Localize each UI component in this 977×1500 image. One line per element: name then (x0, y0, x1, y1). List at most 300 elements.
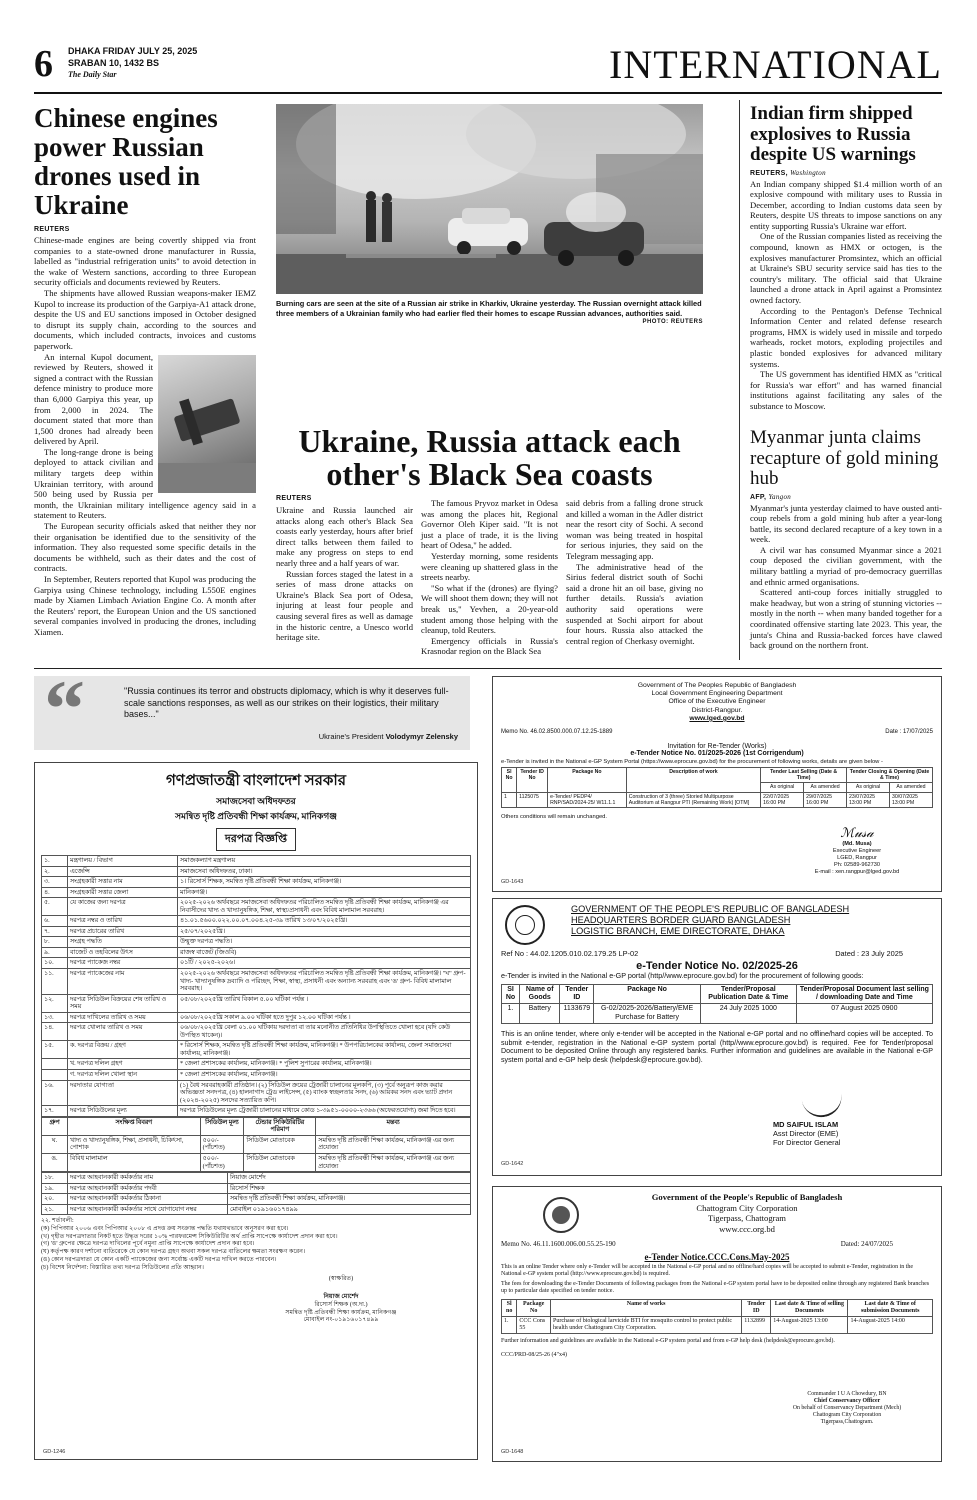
paragraph: Myanmar's junta yesterday claimed to have ousted anti-coup rebels from a gold mining hub after a year-long battle, its second declared recapture of a key town in a week. (750, 502, 942, 545)
cell: 1125075 (517, 792, 548, 807)
paragraph: Emergency officials in Russia's Krasnodar region on the Black Sea (421, 635, 558, 657)
ccc-table (501, 1299, 933, 1335)
sig-on: On behalf of Conservancy Department (Mech) (792, 1405, 902, 1411)
row-value: সমন্বিত দৃষ্টি প্রতিবন্ধী শিক্ষা কার্যক্রম, মানিকগঞ্জ। (228, 1194, 471, 1205)
row-number: ১৯. (42, 1183, 68, 1194)
table-row (42, 1023, 471, 1041)
article-body (750, 179, 942, 412)
gov-title: Government of The Peoples Republic of Bangladesh (637, 682, 797, 689)
row-label: গ. দরপত্র দলিল খোলা স্থান (68, 1070, 178, 1081)
cell: ঘ. (42, 1135, 68, 1153)
story-blacksea (276, 425, 703, 491)
memo-date: Date : 17/07/2025 (885, 729, 933, 736)
cell: 1. (502, 1317, 517, 1334)
table-row (502, 1317, 933, 1334)
byline: REUTERS (276, 495, 312, 502)
table-row (42, 1117, 471, 1135)
row-number: ১. (42, 856, 68, 867)
cell: 22/07/2025 16:00 PM (761, 792, 804, 807)
row-label: দরপত্র আহবানকারী কর্মকর্তার ঠিকানা (68, 1194, 228, 1205)
sig-title: Executive Engineer (832, 848, 882, 854)
ccc-seal-icon (543, 1197, 579, 1233)
paragraph: A civil war has consumed Myanmar since a 2021 coup deposed the civilian government, with the military battling a myriad of pro-democracy guerrillas and ethnic armed organisations. (750, 544, 942, 587)
column-header: সংক্ষিপ্ত বিবরণ (68, 1117, 201, 1135)
branch-title: LOGISTIC BRANCH, EME DIRECTORATE, DHAKA (571, 926, 785, 936)
row-value: মোবাইল ০১৯১৬০১৭৪৯৯ (228, 1204, 471, 1215)
paragraph: "So what if the (drones) are flying? We will shoot them down; they will not break us," Yevhen, a 20-year-old student among those helping with the cleanup, told Reuters. (421, 582, 558, 636)
condition-item: (ক) পিপিআর ২০০৬ এবং পিপিআর ২০০৮ এ প্রদত্ত ক্রয় সংক্রান্ত পদ্ধতি যথাযথভাবে অনুসরণ করা হবে। (41, 1224, 289, 1232)
row-value: ২০২৫-২০২৬ অর্থবছরে সমাজসেবা অধিদফতর পরিচালিত সমন্বিত দৃষ্টি প্রতিবন্ধী শিক্ষা কার্যক্রম, মানিকগঞ্জ। "ঘ" গ্রুপ- খাদ্য- খাদ্যানুষঙ্গিক দ্রব্যাদি ও পরিচ্ছদ, শিক্ষা, স্বাস্থ্য, প্রসাধনী এবং অন্যান্য সরবরাহ এবং 'ঙ' গ্রুপ- বিবিধ মালামাল সরবরাহ। (178, 969, 471, 995)
paragraph: The US government has identified HMX as "critical for Russia's war effort" and has warned financial institutions against facilitating any sales of the substance to Moscow. (750, 369, 942, 411)
paragraph: An internal Kupol document, reviewed by Reuters, showed it signed a contract with the Russian defence ministry to produce more than 6,000 Garpiya this year, up from 2,000 in 2024. The document stated that more than 1,500 drones had already been delivered by April. (34, 351, 153, 447)
table-row (42, 947, 471, 958)
cell: e-Tender/ PEDP4/ RNP/SAD/2024-25/ W11.1.1 (548, 792, 627, 807)
column-header: Package No (594, 984, 701, 1004)
row-label: দরপত্র আহবানকারী কর্মকর্তার পদবী (68, 1183, 228, 1194)
row-number: ৬. (42, 916, 68, 927)
cell: 24 July 2025 1000 (700, 1004, 796, 1024)
row-value: দরপত্র সিডিউলের মূল্য ট্রেজারী চালানের মাধ্যমে কোড ১-৩৯৫১-০০০০-২৩৬৬ (অফেরতযোগ্য) জমা দিতে হবে। (178, 1106, 471, 1117)
paragraph: Yesterday morning, some residents were cleaning up shattered glass in the streets nearby. (421, 550, 558, 583)
row-number: ১৭. (42, 1106, 68, 1117)
row-value: নিয়াজ মোর্শেদ (228, 1173, 471, 1184)
condition-item: (খ) গৃহীত দরপত্রদাতার নিকট হতে উদ্ধৃত দরের ১০% পারফরমেন্স সিকিউরিটির অর্থ প্রাপ্তি সাপেক্ষে কার্যাদেশ প্রদান করা হবে। (41, 1232, 338, 1240)
gd-code: GD-1648 (501, 1449, 524, 1455)
cell: 1133679 (560, 1004, 594, 1024)
story-india (750, 104, 942, 412)
sub-header: As amended (804, 783, 847, 792)
masthead (34, 44, 942, 92)
row-label: দরপত্র আহবানকারী কর্মকর্তার সাথে যোগাযোগ নম্বর (68, 1204, 228, 1215)
body-text: This is an online tender, where only e-tender will be accepted in the National e-GP portal and no offline/hard copies will be accepted. To submit e-tender, registration in the National e-GP system portal (http//www.eprocure.gov.bd) is required. Fee for Tender/proposal Document to be deposited Online through any registered banks. Further information and guidelines are available in the National e-GP system portal and e-GP help desk (helpdesk@eprocure.gov.bd). (501, 1030, 933, 1064)
cell: 14-August-2025 13:00 (771, 1317, 848, 1334)
signature-block (241, 1275, 441, 1324)
table-row (42, 898, 471, 916)
cell: 07 August 2025 0900 (796, 1004, 932, 1024)
row-number: ২১. (42, 1204, 68, 1215)
district: District-Rangpur. (691, 706, 743, 714)
column-header: Last date & Time of submission Documents (848, 1299, 933, 1316)
column-header: সিডিউল মূল্য (200, 1117, 244, 1135)
column-header: Tender/Proposal Publication Date & Time (700, 984, 796, 1004)
column-header: Tender/Proposal Document last selling / downloading Date and Time (796, 984, 932, 1004)
cell: বিবিধ মালামাল (68, 1153, 201, 1171)
article-body (750, 503, 942, 651)
table-row (502, 1299, 933, 1316)
paragraph: One of the Russian companies listed as receiving the compound, known as HMX or octogen, is the explosives manufacturer Promsintez, which an official at Ukraine's SBU security service said has ties to the country's military. The official said that Ukraine launched a drone attack in April against a Promsintez owned factory. (750, 231, 942, 306)
row-number: ১৬. (42, 1080, 68, 1106)
sig-phone: Ph: 02589-962730 (833, 862, 881, 868)
gov-title: গণপ্রজাতন্ত্রী বাংলাদেশ সরকার (165, 773, 347, 789)
bgb-emblem-icon (505, 905, 545, 945)
article-body (34, 235, 256, 638)
table-row (42, 1135, 471, 1153)
column-header: Tender ID No (517, 768, 548, 793)
cell: ঙ. (42, 1153, 68, 1171)
article-col-2 (421, 498, 558, 657)
dept-title: Local Government Engineering Department (651, 690, 783, 698)
row-number: ১১. (42, 969, 68, 995)
signature-icon (241, 1283, 441, 1293)
ref-date: Dated : 23 July 2025 (835, 949, 903, 958)
gov-title: GOVERNMENT OF THE PEOPLE'S REPUBLIC OF BANGLADESH (571, 904, 850, 914)
row-number: ১৫. (42, 1041, 68, 1059)
row-value: ০৬/০৮/২০২৫খ্রি বেলা ০১.০০ ঘটিকায় দরদাতা বা তার মনোনীত প্রতিনিধির উপস্থিতিতে খোলা হবে (যদি কেউ উপস্থিত থাকেন)। (178, 1023, 471, 1041)
column-header: মন্তব্য (316, 1117, 471, 1135)
row-value: মানিকগঞ্জ। (178, 887, 471, 898)
row-label: এজেন্সি (68, 866, 178, 877)
section-title: INTERNATIONAL (609, 42, 942, 87)
column-header: Tender Last Selling (Date & Time) (761, 768, 847, 783)
table-row (502, 792, 933, 807)
table-row (42, 1012, 471, 1023)
sig-title: Chief Conservancy Officer (813, 1398, 881, 1404)
source: AFP (750, 493, 764, 501)
row-value: উন্মুক্ত দরপত্র পদ্ধতি। (178, 937, 471, 948)
column-header: Tender ID (560, 984, 594, 1004)
cell: 23/07/2025 13:00 PM (847, 792, 890, 807)
row-value: রিসোর্স শিক্ষক (228, 1183, 471, 1194)
inset-photo (158, 355, 256, 493)
fee-table (41, 1117, 471, 1172)
row-label: দরপত্র প্যাকেজ নম্বর (68, 958, 178, 969)
row-value: * জেলা প্রশাসকের কার্যালয়, মানিকগঞ্জ। * পুলিশ সুপারের কার্যালয়, মানিকগঞ্জ। (178, 1059, 471, 1070)
sig-org: LGED, Rangpur (837, 855, 877, 861)
sig-name: (Md. Musa) (842, 841, 872, 847)
row-number: ৪. (42, 887, 68, 898)
cell: Construction of 3 (three) Storied Multipurpose Auditorium at Rangpur PTI (Remaining Work) [OTM] (626, 792, 760, 807)
sig-addr: Tigerpass,Chattogram. (820, 1419, 874, 1425)
sub-header: As original (847, 783, 890, 792)
notice-title: e-Tender Notice No. 02/2025-26 (636, 960, 798, 972)
row-number: ২০. (42, 1194, 68, 1205)
cell: সমন্বিত দৃষ্টি প্রতিবন্ধী শিক্ষা কার্যক্রম, মানিকগঞ্জ এর জন্য প্রযোজ্য (316, 1153, 471, 1171)
sig-name: Commander I U A Chowdury, BN (807, 1391, 887, 1397)
cell: 1. (502, 1004, 520, 1024)
sub-header: As amended (889, 783, 932, 792)
row-value: সমাজসেবা অধিদফতর, ঢাকা। (178, 866, 471, 877)
row-value: রাজস্ব বাজেট (জিওবি) (178, 947, 471, 958)
table-row (42, 1194, 471, 1205)
table-row (42, 887, 471, 898)
paragraph: The shipments have allowed Russian weapons-maker IEMZ Kupol to increase its production of the Garpiya-A1 attack drone, despite the US and EU sanctions imposed in October designed to disrupt its supply chain, according to the sources and documents, which included contracts, invoices and customs paperwork. (34, 287, 256, 351)
table-row (42, 916, 471, 927)
section-divider (34, 668, 942, 669)
memo-no: Memo No. 46.02.8500.000.07.12.25-1889 (501, 729, 613, 736)
attribution-name: Volodymyr Zelensky (385, 732, 458, 741)
ad-bgb-tender (492, 898, 942, 1176)
table-row (502, 1004, 933, 1024)
headline: Indian firm shipped explosives to Russia despite US warnings (750, 103, 916, 165)
row-label: দরপত্র খোলার তারিখ ও সময় (68, 1023, 178, 1041)
paragraph: An Indian company shipped $1.4 million worth of an explosive compound with military uses to Russia in December, according to Indian customs data seen by Reuters, despite US threats to impose sanctions on any entity supporting Russia's Ukraine war effort. (750, 178, 942, 231)
paper-name: The Daily Star (68, 70, 117, 79)
row-number: ১৩. (42, 1012, 68, 1023)
paragraph: The famous Pryvoz market in Odesa was among the places hit, Regional Governor Oleh Kiper said. "It is not just a place of trade, it is the living heart of Odesa," he added. (421, 498, 558, 551)
cell: সিডিউল মোতাবেক (244, 1135, 316, 1153)
table-row (42, 969, 471, 995)
cell: CCC Cons 55 (517, 1317, 551, 1334)
sig-for: For Director General (773, 1137, 841, 1147)
bgb-table (501, 984, 933, 1025)
table-row (42, 1080, 471, 1106)
row-label: খ. দরপত্র দলিল গ্রহণ (68, 1059, 178, 1070)
row-number: ৮. (42, 937, 68, 948)
column-header: Sl No (502, 768, 517, 793)
gd-code: GD-1643 (501, 879, 524, 885)
sig-name: নিয়াজ মোর্শেদ (323, 1293, 359, 1301)
column-header: Package No (548, 768, 627, 793)
story-myanmar (750, 428, 942, 651)
program-title: সমন্বিত দৃষ্টি প্রতিবন্ধী শিক্ষা কার্যক্রম, মানিকগঞ্জ (175, 811, 337, 821)
condition-item: (গ) 'ঙ' গ্রুপের ক্ষেত্রে দরপত্র দাখিলের পূর্বে নমুনা প্রাপ্তি সাপেক্ষে কার্যাদেশ প্রদান করা হবে। (41, 1240, 255, 1248)
paragraph: The administrative head of the Sirius federal district south of Sochi said a drone hit an oil base, giving no further details. Russia's aviation authority said operations were suspended at Sochi airport for about four hours. Russia also attacked the central region of Cherkasy overnight. (566, 561, 703, 646)
headline: Myanmar junta claims recapture of gold mining hub (750, 427, 939, 489)
cell: সিডিউল মোতাবেক (244, 1153, 316, 1171)
quote-attribution (319, 732, 458, 741)
column-header: Tender ID (742, 1299, 771, 1316)
column-rule (739, 100, 740, 660)
table-row (42, 926, 471, 937)
quote-box (34, 663, 470, 754)
column-header: গ্রুপ (42, 1117, 68, 1135)
sig-name: MD SAIFUL ISLAM (773, 1120, 839, 1129)
row-label: সংগ্রহকারী সত্তার জেলা (68, 887, 178, 898)
conditions-list (41, 1225, 471, 1272)
row-number: ১০. (42, 958, 68, 969)
cell: Battery (520, 1004, 560, 1024)
quote-text: "Russia continues its terror and obstructs diplomacy, which is why it deserves full-scale sanctions responses, as well as our strikes on their logistics, their military bases..." (124, 686, 449, 719)
para-1: This is an online Tender where only e-Tender will be accepted in the National e-GP portal and no offline/hard copies will be accepted to submit e-Tender, registration in the National e-GP system portal (http://www.eprocure.gov.bd) is required. (501, 1264, 914, 1278)
intro: e-Tender is invited in the National e-GP portal (http//www.eprocure.gov.bd) for the procurement of following goods: (501, 971, 864, 980)
row-label: দরপত্র সিডিউল বিক্রয়ের শেষ তারিখ ও সময় (68, 994, 178, 1012)
row-value: * জেলা প্রশাসকের কার্যালয়, মানিকগঞ্জ। (178, 1070, 471, 1081)
strike-scene-illustration (276, 104, 703, 294)
quote-mark-icon: “ (44, 663, 85, 754)
article-col-3 (566, 498, 703, 646)
cell: 29/07/2025 16:00 PM (804, 792, 847, 807)
row-number: ৭. (42, 926, 68, 937)
row-label: বাজেট ও তহবিলের উৎস (68, 947, 178, 958)
gd-code: GD-1642 (501, 1161, 524, 1167)
sig-email: E-mail : xen.rangpur@lged.gov.bd (814, 869, 900, 875)
footer-text: Further information and guidelines are available in the National e-GP system portal and from e-GP help desk (helpdesk@eprocure.gov.bd). (501, 1338, 835, 1345)
ad-bangla-tender (34, 762, 478, 1460)
cell: G-02/2025-2026/Battery/EME Purchase for Battery (594, 1004, 701, 1024)
ad-ccc-tender (492, 1186, 942, 1462)
row-value: সমাজকল্যাণ মন্ত্রণালয় (178, 856, 471, 867)
row-label: যে কাজের জন্য দরপত্র (68, 898, 178, 916)
table-row (42, 866, 471, 877)
article-col-1 (276, 505, 413, 643)
main-photo (276, 104, 703, 294)
row-value: ০৫/০৮/২০২৫খ্রি তারিখ বিকাল ৫.০০ ঘটিকা পর্যন্ত । (178, 994, 471, 1012)
table-row (42, 1070, 471, 1081)
row-number: ৯. (42, 947, 68, 958)
ad-lged-tender (492, 676, 942, 892)
column-header: Name of works (551, 1299, 742, 1316)
column-header: Name of Goods (520, 984, 560, 1004)
row-label: দরপত্র প্যাকেজের নাম (68, 969, 178, 995)
memo-date: Dated: 24/07/2025 (840, 1240, 893, 1248)
paragraph: Chinese-made engines are being covertly shipped via front companies to a state-owned drone manufacturer in Russia, labelled as "industrial refrigeration units" to avoid detection in the wake of Western sanctions, according to three European security officials and documents reviewed by Reuters. (34, 235, 256, 288)
gd-code: GD-1246 (43, 1449, 66, 1455)
paragraph: Ukraine and Russia launched air attacks along each other's Black Sea coasts early yesterday, hours after brief direct talks between them failed to make any progress on steps to end nearly three and a half years of war. (276, 505, 413, 568)
row-label: দরপত্র নম্বর ও তারিখ (68, 916, 178, 927)
row-label: দরপত্র সিডিউলের মূল্য (68, 1106, 178, 1117)
cell: 14-August-2025 14:00 (848, 1317, 933, 1334)
table-row (42, 1059, 471, 1070)
column-header: SI No (502, 984, 520, 1004)
condition-item: (ঘ) কর্তৃপক্ষ কারণ দর্শানো ব্যতিরেকে যে কোন দরপত্র গ্রহণ অথবা সকল দরপত্র বাতিলের ক্ষমতা সংরক্ষণ করেন। (41, 1248, 306, 1256)
notice-title: দরপত্র বিজ্ঞপ্তি (216, 828, 296, 851)
date-line: DHAKA FRIDAY JULY 25, 2025 (68, 46, 198, 56)
paragraph: The European security officials asked that neither they nor their organisation be identified due to the sensitivity of the information. They also requested some specific details in the documents be withheld, such as their dates and the cost of contracts. (34, 521, 256, 574)
row-value: * রিসোর্স শিক্ষক, সমন্বিত দৃষ্টি প্রতিবন্ধী শিক্ষা কার্যক্রম, মানিকগঞ্জ। * উপপরিচালকের কার্যালয়, জেলা সমাজসেবা কার্যালয়, মানিকগঞ্জ। (178, 1041, 471, 1059)
signature-block (773, 1121, 840, 1147)
signature-icon (801, 1092, 844, 1121)
attribution-role: Ukraine's President (318, 732, 384, 741)
paragraph: The long-range drone is being deployed to attack civilian and military targets deep within Ukrainian territory, with around 500 being used by Russia per month, the Ukrainian military intelligence agency said in a statement to Reuters. (34, 446, 256, 521)
table-row (42, 1041, 471, 1059)
table-row (42, 856, 471, 867)
table-row (42, 1204, 471, 1215)
column-header: Description of work (626, 768, 760, 793)
sig-org: সমন্বিত দৃষ্টি প্রতিবন্ধী শিক্ষা কার্যক্রম, মানিকগঞ্জ (285, 1308, 397, 1316)
row-label: দরপত্র আহবানকারী কর্মকর্তার নাম (68, 1173, 228, 1184)
table-row (502, 768, 933, 783)
row-value: ৪১.০১.৫৬০০.০২২.০০.০৭.০০৪.২৫-৩৯ তারিখ ১৩/০৭/২০২৫খ্রি। (178, 916, 471, 927)
byline: REUTERS (34, 226, 70, 233)
dateline: Washington (790, 168, 826, 177)
row-value: ২৫/০৭/২০২৫খ্রি। (178, 926, 471, 937)
row-label: মন্ত্রণালয় / বিভাগ (68, 856, 178, 867)
row-value: ০৬/০৮/২০২৫খ্রি সকাল ৯.০০ ঘটিকা হতে দুপুর ১২.০০ ঘটিকা পর্যন্ত । (178, 1012, 471, 1023)
row-value: (১) বৈধ সরবরাহকারী প্রতিষ্ঠান। (২) সিডিউল ক্রয়ের ট্রেজারী চালানের মূলকপি, (৩) পূর্বে অনুরূপ কাজ করার অভিজ্ঞতা সনদপত্র, (৪) হালনাগাদ ট্রেড লাইসেন্স, (৫) ব্যাংক স্বচ্ছলতার সনদ, (৬) আয়কর সনদ এবং ভ্যাট প্রদান (২০২৪-২০২৫) সনদের সত্যায়িত কপি। (178, 1080, 471, 1106)
row-value: ০১টি / ২০২৫-২০২৬। (178, 958, 471, 969)
cell: 1132899 (742, 1317, 771, 1334)
source: REUTERS (750, 169, 786, 177)
corp-title: Chattogram City Corporation (696, 1202, 798, 1213)
row-number (42, 1070, 68, 1081)
table-row (42, 877, 471, 888)
paragraph: Russian forces staged the latest in a series of mass drone attacks on Ukraine's Black Sea port of Odesa, injuring at least four people and causing several fires as well as damage in the historic centre, a Unesco world heritage site. (276, 568, 413, 643)
cell: ৫০০/- (পাঁচশত) (200, 1135, 244, 1153)
row-number: ৩. (42, 877, 68, 888)
photo-credit: PHOTO: REUTERS (642, 319, 703, 325)
row-number: ১৪. (42, 1023, 68, 1041)
dept-title: সমাজসেবা অধিদফতর (216, 796, 296, 806)
row-number: ১২. (42, 994, 68, 1012)
note: Others conditions will remain unchanged. (501, 814, 608, 821)
column-header: Package No (517, 1299, 551, 1316)
row-value: ২০২৫-২০২৬ অর্থবছরে সমাজসেবা অধিদফতর পরিচালিত সমন্বিত দৃষ্টি প্রতিবন্ধী শিক্ষা কার্যক্রম, মানিকগঞ্জ এর নিবাসীদের খাদ্য ও খাদ্যানুষঙ্গিক, শিক্ষা, স্বাস্থ্য/প্রসাধনী এবং বিবিধ মালামাল সরবরাহ। (178, 898, 471, 916)
dateline: Yangon (768, 492, 792, 501)
sub-header: As original (761, 783, 804, 792)
sig-title: Asst Director (EME) (773, 1128, 839, 1138)
row-value: ১। রিসোর্স শিক্ষক, সমন্বিত দৃষ্টি প্রতিবন্ধী শিক্ষা কার্যক্রম, মানিকগঞ্জ। (178, 877, 471, 888)
ref-no: Ref No : 44.02.1205.010.02.179.25 LP-02 (501, 949, 639, 958)
row-number: ৫. (42, 898, 68, 916)
hq-title: HEADQUARTERS BORDER GUARD BANGLADESH (571, 915, 791, 925)
bangla-date: SRABAN 10, 1432 BS (68, 58, 160, 68)
story-drones (34, 104, 256, 638)
memo-no: Memo No. 46.11.1600.006.00.55.25-190 (501, 1240, 616, 1248)
column-header: Last date & Time of selling Documents (771, 1299, 848, 1316)
condition-item: (ঙ) কোন দরপত্রদাতা যে কোন একটি প্যাকেজের জন্য সর্বোচ্চ একটি দরপত্র দাখিল করতে পারবেন। (41, 1255, 277, 1263)
table-row (502, 984, 933, 1004)
table-row (42, 1153, 471, 1171)
website: www.lged.gov.bd (689, 714, 745, 722)
row-number: ২. (42, 866, 68, 877)
sig-phone: মোবাইল নং-০১৯১৬০১৭৪৯৯ (303, 1316, 379, 1324)
row-number (42, 1059, 68, 1070)
signature-block (787, 827, 927, 876)
table-row (42, 1173, 471, 1184)
caption-text: Burning cars are seen at the site of a Russian air strike in Kharkiv, Ukraine yesterday. The Russian overnight attack killed three members of a Ukrainian family who had earlier fled their homes to escape Russian advances, authorities said. (276, 299, 702, 318)
row-number: ১৮. (42, 1173, 68, 1184)
column-header: টেন্ডার সিকিউরিটির পরিমাণ (244, 1117, 316, 1135)
table-row (42, 1183, 471, 1194)
cell: 30/07/2025 13:00 PM (889, 792, 932, 807)
table-row (42, 958, 471, 969)
officer-table (41, 1172, 471, 1215)
table-row (42, 994, 471, 1012)
signature-icon: ℳ𝓊𝓈𝒶 (840, 826, 874, 841)
column-header: Sl no (502, 1299, 517, 1316)
headline: Ukraine, Russia attack each other's Black Sea coasts (298, 423, 681, 492)
sig-title: রিসোর্স শিক্ষক (অ.দা.) (314, 1300, 368, 1308)
invitation-title: Invitation for Re-Tender (Works) (667, 743, 767, 751)
row-label: সংগ্রহকারী সত্তার নাম (68, 877, 178, 888)
byline: AFP, Yangon (750, 492, 792, 501)
condition-item: (চ) বিশেষ নির্দেশনা: বিস্তারিত তথ্য দরপত্র সিডিউলের প্রতি আহ্বান। (41, 1263, 205, 1271)
gov-title: Government of the People's Republic of Bangladesh (651, 1192, 843, 1202)
sig-label: (স্বাক্ষরিত) (328, 1275, 354, 1283)
conditions-title: ২২. শর্তাবলী: (41, 1217, 74, 1225)
byline: REUTERS, Washington (750, 168, 826, 177)
para-2: The fees for downloading the e-Tender Documents of following packages from the National e-GP system portal have to be deposited online through any registered Bank branches up to particular date specified on tender notice. (501, 1280, 930, 1295)
notice-title: e-Tender Notice.CCC.Cons.May-2025 (644, 1252, 790, 1262)
paragraph: According to the Pentagon's Defense Technical Information Center and related defense research programs, HMX is widely used in missile and torpedo warheads, rocket motors, exploding projectiles and plastic bonded explosives for advanced military systems. (750, 305, 942, 369)
signature-block (767, 1391, 927, 1426)
page-number: 6 (34, 43, 53, 85)
row-label: সংগ্রহ পদ্ধতি (68, 937, 178, 948)
paragraph: said debris from a falling drone struck and killed a woman in the Adler district near the resort city of Sochi. A second woman was being treated in hospital for serious injuries, they said on the Telegram messaging app. (566, 498, 703, 561)
prd-code: CCC/PRD-08/25-26 (4"x4) (501, 1351, 567, 1358)
paragraph: Scattered anti-coup forces initially struggled to make headway, but won a string of stunning victories -- mostly in the north -- when many banded together for a coordinated offensive starting late 2023. This year, the junta's China and Russia-backed forces have clawed back ground on the northern front. (750, 587, 942, 651)
intro: e-Tender is invited in the National e-GP System Portal (https://www.eprocure.gov.bd) for the procurement of following works, details are given below - (501, 759, 883, 766)
notice-title: e-Tender Notice No. 01/2025-2026 (1st Corrigendum) (630, 750, 804, 758)
headline: Chinese engines power Russian drones used in Ukraine (34, 103, 218, 220)
paragraph: In September, Reuters reported that Kupol was producing the Garpiya using Chinese technology, including L550E engines made by Xiamen Limbach Aviation Engine Co. A month after the Reuters' report, the European Union and the US sanctioned several companies involved in producing the drones, including Xiamen. (34, 574, 256, 637)
row-label: দরপত্র দাখিলের তারিখ ও সময় (68, 1012, 178, 1023)
column-header: Tender Closing & Opening (Date & Time) (847, 768, 933, 783)
cell: খাদ্য ও খাদ্যানুষঙ্গিক, শিক্ষা, প্রসাধনী, চিকিৎসা, পোশাক (68, 1135, 201, 1153)
table-row (42, 937, 471, 948)
lged-table (501, 767, 933, 808)
tender-info-table (41, 855, 471, 1117)
row-label: দরপত্র প্রচারের তারিখ (68, 926, 178, 937)
cell: 1 (502, 792, 517, 807)
masthead-rule (34, 92, 942, 94)
website: www.ccc.org.bd (719, 1223, 775, 1234)
cell: সমন্বিত দৃষ্টি প্রতিবন্ধী শিক্ষা কার্যক্রম, মানিকগঞ্জ এর জন্য প্রযোজ্য (316, 1135, 471, 1153)
sig-org: Chattogram City Corporation (812, 1412, 882, 1418)
row-label: ক. দরপত্র বিক্রয় / গ্রহণ (68, 1041, 178, 1059)
address: Tigerpass, Chattogram (708, 1213, 786, 1223)
cell: Purchase of biological larvicide BTI for mosquito control to protect public health under Chattogram City Corporation. (551, 1317, 742, 1334)
